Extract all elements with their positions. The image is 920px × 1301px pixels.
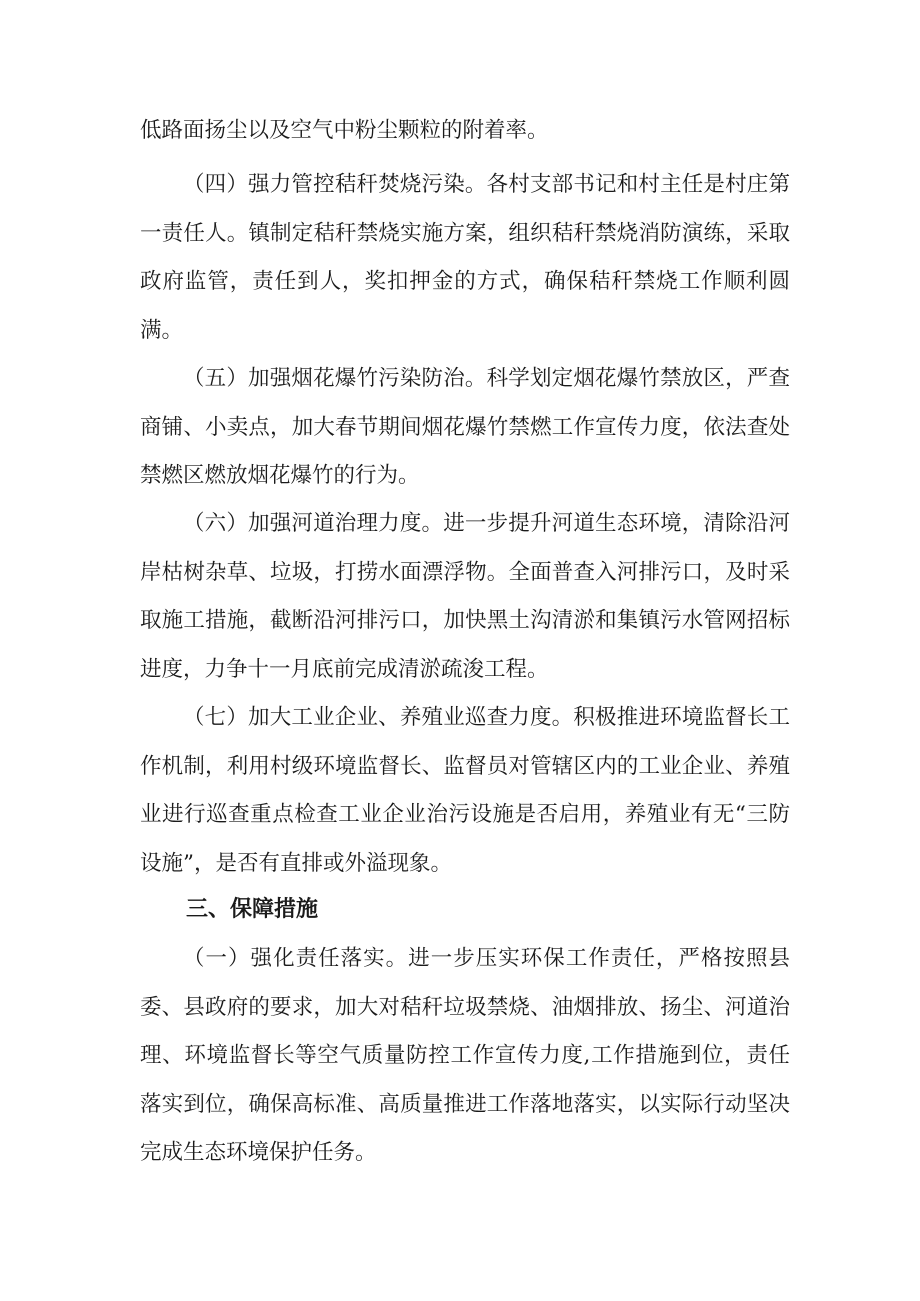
paragraph-river-governance: （六）加强河道治理力度。进一步提升河道生态环境，清除沿河岸枯树杂草、垃圾，打捞水面漂浮物。全面普查入河排污口，及时采取施工措施，截断沿河排污口，加快黑土沟清淤和集镇污水管网招标进度，力争十一月底前完成清淤疏浚工程。	[140, 511, 790, 682]
paragraph-straw-burning: （四）强力管控秸秆焚烧污染。各村支部书记和村主任是村庄第一责任人。镇制定秸秆禁烧实施方案，组织秸秆禁烧消防演练，采取政府监管，责任到人，奖扣押金的方式，确保秸秆禁烧工作顺利圆满。	[140, 172, 790, 343]
paragraph-continuation: 低路面扬尘以及空气中粉尘颗粒的附着率。	[140, 118, 549, 143]
paragraph-industrial-inspection: （七）加大工业企业、养殖业巡查力度。积极推进环境监督长工作机制，利用村级环境监督长、监督员对管辖区内的工业企业、养殖业进行巡查重点检查工业企业治污设施是否启用，养殖业有无“三防设施”，是否有直排或外溢现象。	[140, 705, 790, 876]
paragraph-responsibility: （一）强化责任落实。进一步压实环保工作责任，严格按照县委、县政府的要求，加大对秸秆垃圾禁烧、油烟排放、扬尘、河道治理、环境监督长等空气质量防控工作宣传力度,工作措施到位，责任落实到位，确保高标准、高质量推进工作落地落实，以实际行动坚决完成生态环境保护任务。	[140, 946, 790, 1165]
paragraph-fireworks: （五）加强烟花爆竹污染防治。科学划定烟花爆竹禁放区，严查商铺、小卖点，加大春节期间烟花爆竹禁燃工作宣传力度，依法查处禁燃区燃放烟花爆竹的行为。	[140, 366, 790, 488]
section-heading: 三、保障措施	[186, 897, 319, 922]
